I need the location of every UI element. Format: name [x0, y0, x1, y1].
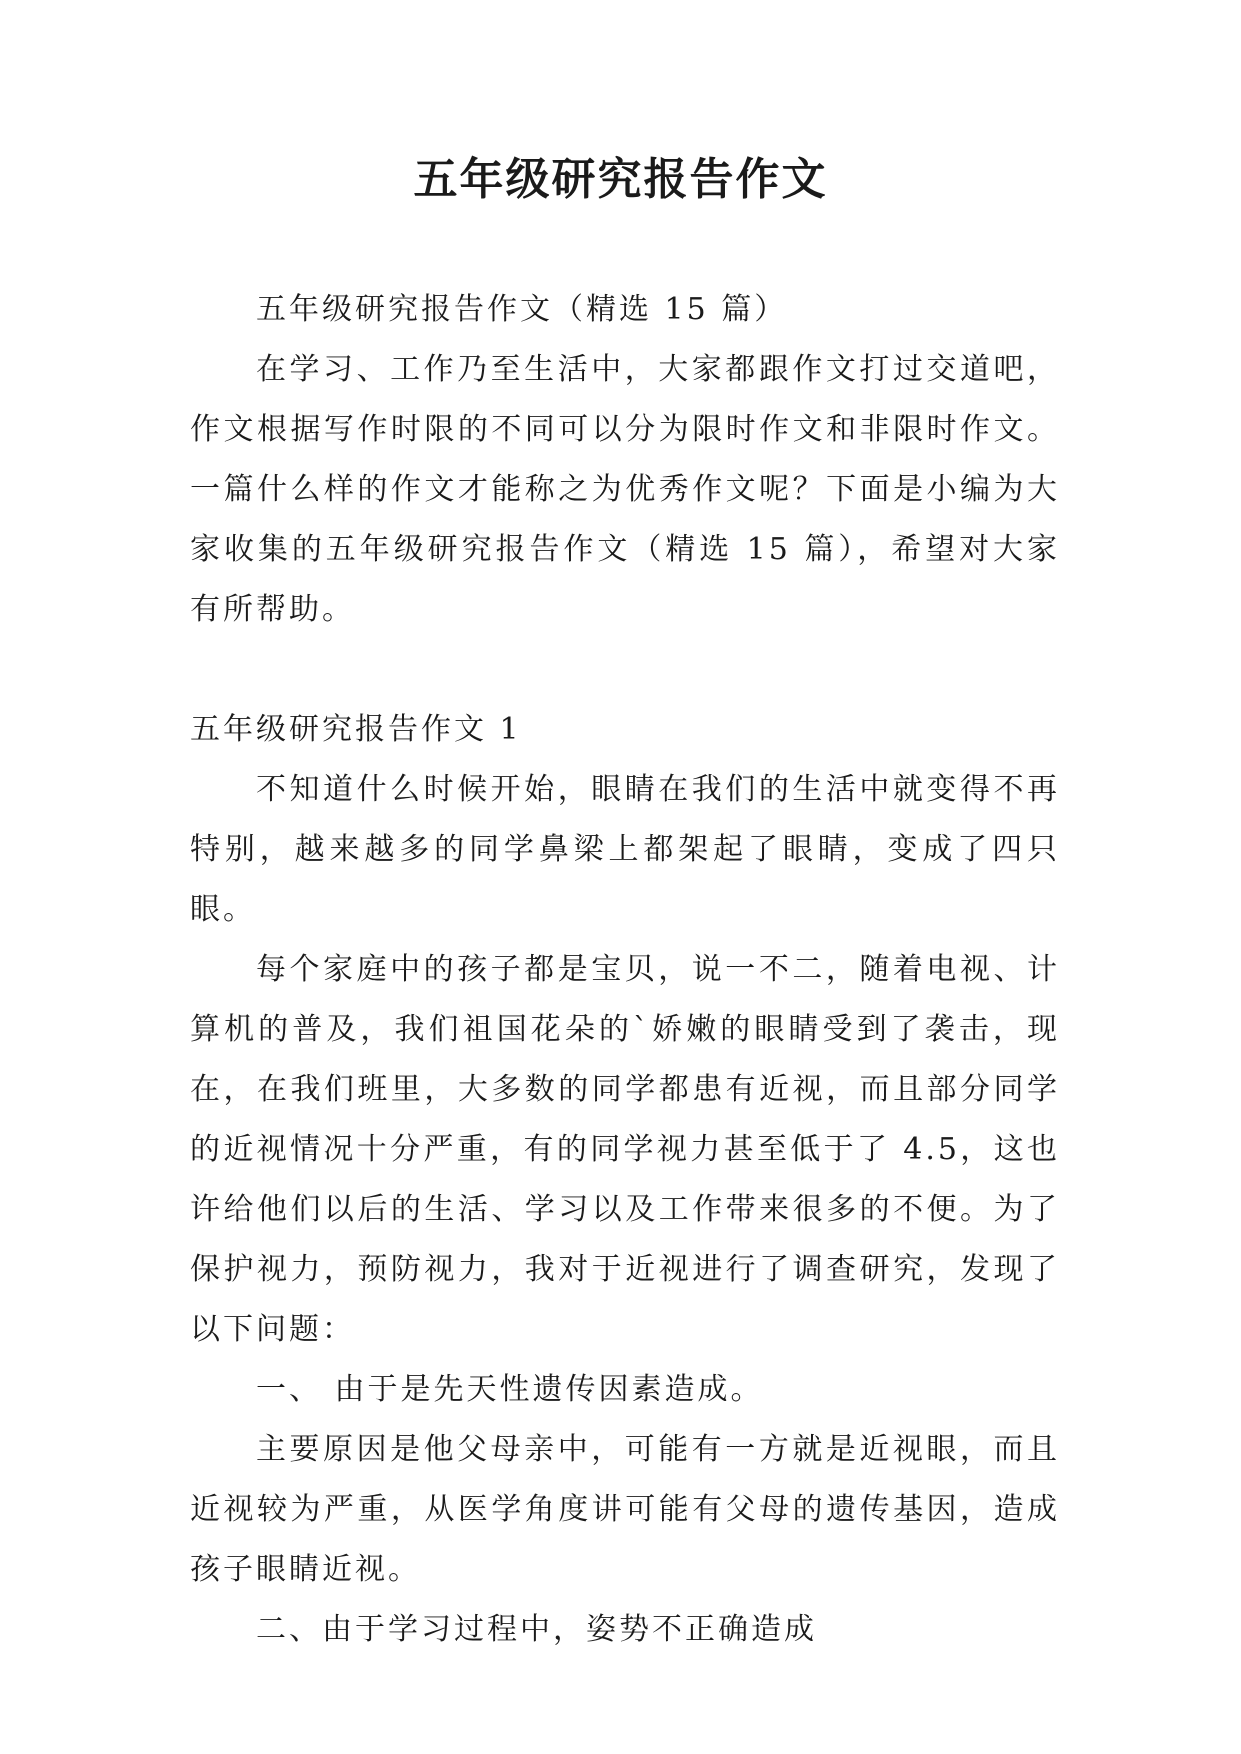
body-paragraph: 主要原因是他父母亲中，可能有一方就是近视眼，而且近视较为严重，从医学角度讲可能有父母的遗传基因，造成孩子眼睛近视。 [190, 1432, 1060, 1587]
list-item-heading: 一、 由于是先天性遗传因素造成。 [256, 1372, 764, 1407]
body-paragraph: 不知道什么时候开始，眼睛在我们的生活中就变得不再特别，越来越多的同学鼻梁上都架起了眼睛，变成了四只眼。 [190, 772, 1060, 927]
body-paragraph: 每个家庭中的孩子都是宝贝，说一不二，随着电视、计算机的普及，我们祖国花朵的`娇嫩的眼睛受到了袭击，现在，在我们班里，大多数的同学都患有近视，而且部分同学的近视情况十分严重，有的同学视力甚至低于了 4.5，这也许给他们以后的生活、学习以及工作带来很多的不便。为了保护视力，预防视力，我对于近视进行了调查研究，发现了以下问题： [190, 952, 1060, 1347]
list-item-heading: 二、由于学习过程中，姿势不正确造成 [256, 1612, 817, 1647]
document-title: 五年级研究报告作文 [413, 154, 828, 205]
section-heading: 五年级研究报告作文 1 [190, 712, 522, 747]
intro-paragraph: 在学习、工作乃至生活中，大家都跟作文打过交道吧，作文根据写作时限的不同可以分为限时作文和非限时作文。一篇什么样的作文才能称之为优秀作文呢？下面是小编为大家收集的五年级研究报告作文（精选 15 篇），希望对大家有所帮助。 [190, 352, 1060, 627]
document-body [190, 280, 1060, 1660]
paragraph-spacer [190, 640, 1060, 700]
document-subtitle: 五年级研究报告作文（精选 15 篇） [256, 292, 788, 327]
